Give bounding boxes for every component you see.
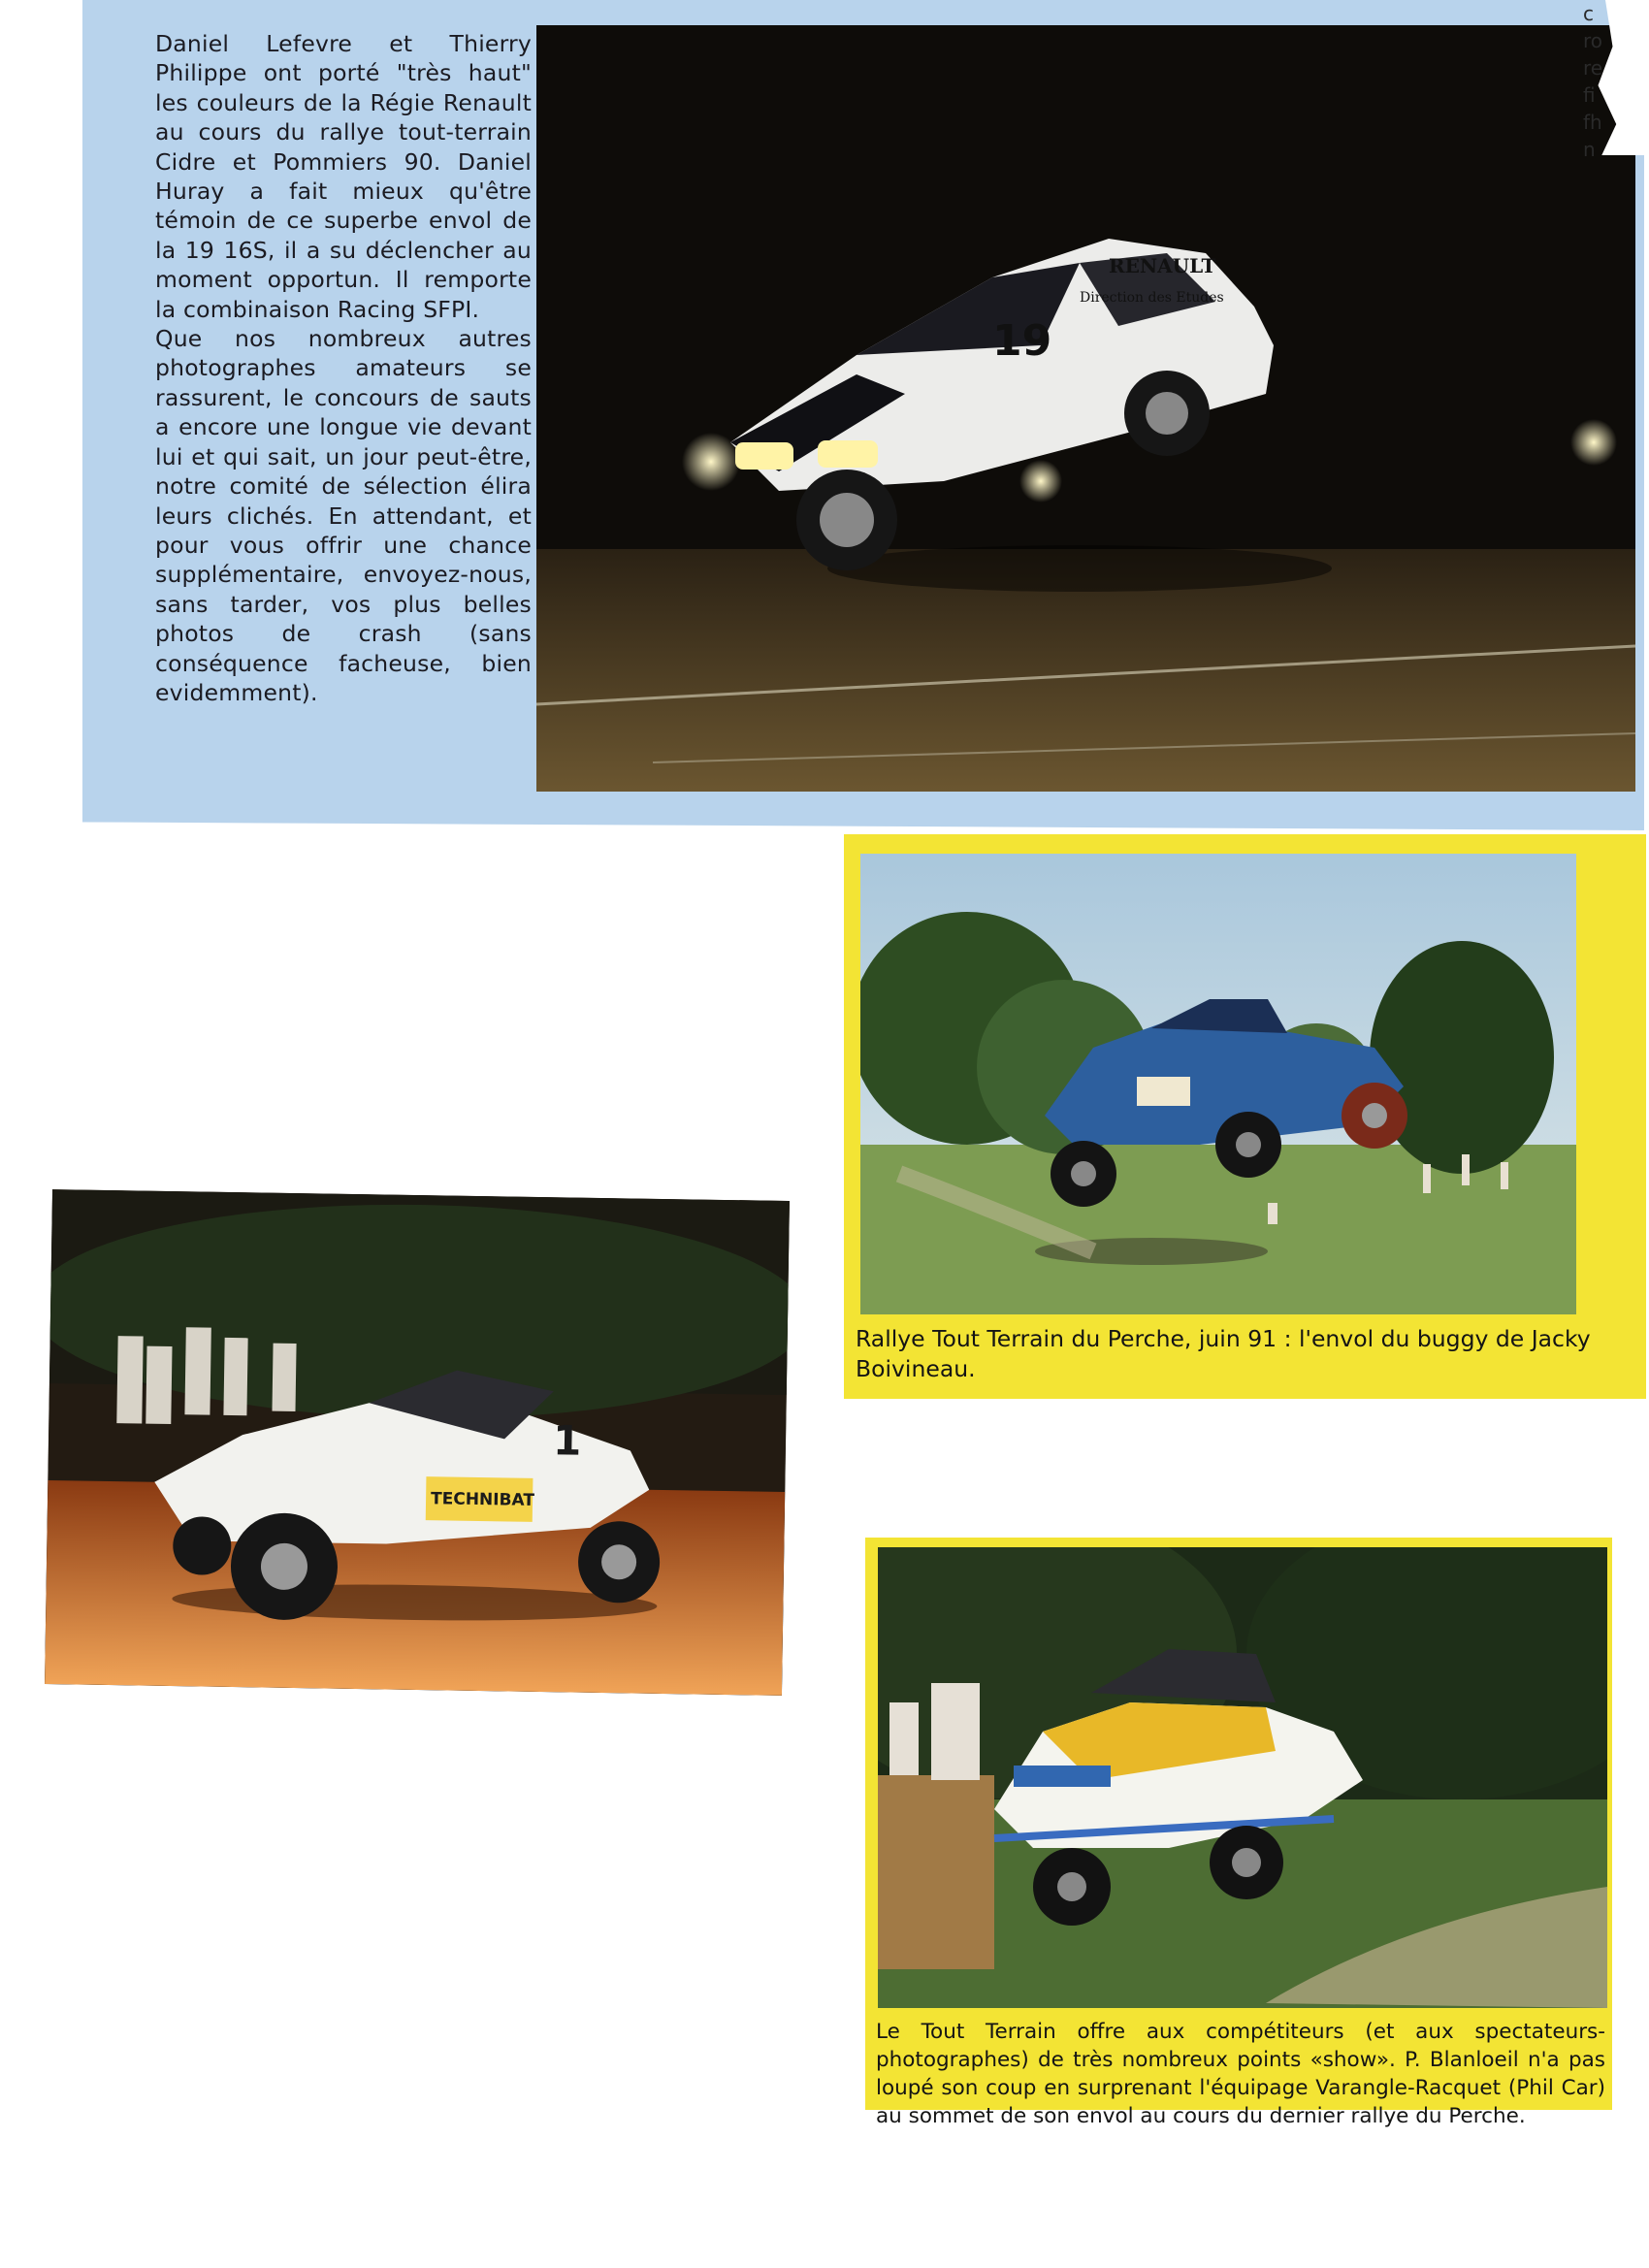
torn-text-line: c bbox=[1583, 2, 1594, 25]
torn-text-line: n bbox=[1583, 138, 1596, 161]
car-sponsor-sub: Direction des Etudes bbox=[1080, 290, 1224, 306]
torn-text-line: fh bbox=[1583, 111, 1602, 134]
car-sponsor-renault: RENAULT bbox=[1109, 254, 1216, 277]
buggy-jump-photo bbox=[860, 854, 1576, 1314]
car-number-19: 19 bbox=[992, 316, 1052, 366]
technibat-sponsor: TECHNIBAT bbox=[430, 1489, 535, 1510]
top-article-paragraph-2: Que nos nombreux autres photographes amateurs se rassurent, le concours de sauts a encore une longue vie devant lui et qui sait, un jour peut-être, notre comité de sélection élira leurs clichés. En attendant, et pour vous offrir une chance supplémentaire, envoyez-nous, sans tarder, vos plus belles photos de crash (sans conséquence facheuse, bien evidemment). bbox=[155, 325, 532, 706]
top-article-text bbox=[155, 29, 532, 707]
torn-text-line: re bbox=[1583, 56, 1603, 80]
buggy-caption: Rallye Tout Terrain du Perche, juin 91 : l'envol du buggy de Jacky Boivineau. bbox=[856, 1325, 1591, 1382]
yellow-buggy-caption: Le Tout Terrain offre aux compétiteurs (et aux spectateurs-photographes) de très nombreux points «show». P. Blanloeil n'a pas loupé son coup en surprenant l'équipage Varangle-Racquet (Phil Car) au sommet de son envol au cours du dernier rallye du Perche. bbox=[876, 2020, 1605, 2128]
night-jump-photo bbox=[536, 25, 1635, 792]
yellow-buggy-photo bbox=[878, 1547, 1607, 2008]
white-buggy-photo bbox=[45, 1189, 790, 1696]
car-number-1: 1 bbox=[552, 1416, 582, 1465]
torn-text-line: fi bbox=[1583, 83, 1596, 107]
torn-text-line: ro bbox=[1583, 29, 1603, 52]
top-article-paragraph-1: Daniel Lefevre et Thierry Philippe ont porté "très haut" les couleurs de la Régie Renault au cours du rallye tout-terrain Cidre et Pommiers 90. Daniel Huray a fait mieux qu'être témoin de ce superbe envol de la 19 16S, il a su déclencher au moment opportun. Il remporte la combinaison Racing SFPI. bbox=[155, 30, 532, 323]
torn-edge-text bbox=[1583, 0, 1641, 163]
